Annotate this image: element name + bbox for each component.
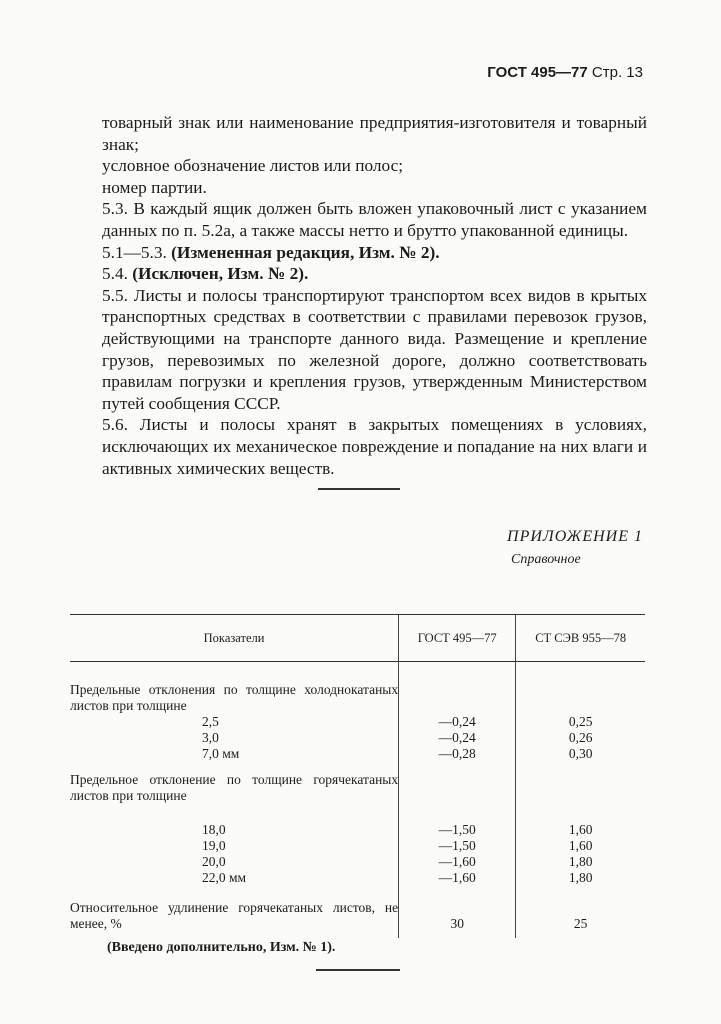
amendment-note: (Измененная редакция, Изм. № 2). bbox=[171, 242, 440, 262]
paragraph-5-3: 5.3. В каждый ящик должен быть вложен упаковочный лист с указанием данных по п. 5.2а, а также массы нетто и брутто упакованной единицы. bbox=[102, 199, 647, 240]
row-label: Предельное отклонение по толщине горячекатаных листов при толщине bbox=[70, 771, 399, 803]
comparison-table bbox=[70, 614, 645, 938]
table-row bbox=[70, 854, 645, 870]
column-header: ГОСТ 495—77 bbox=[399, 615, 516, 662]
row-label: Предельные отклонения по толщине холоднокатаных листов при толщине bbox=[70, 681, 399, 713]
st-sev-value: 0,26 bbox=[516, 730, 645, 746]
body-text bbox=[102, 112, 647, 479]
amendment-note: (Исключен, Изм. № 2). bbox=[132, 264, 309, 284]
end-divider bbox=[316, 969, 400, 971]
table-header-row bbox=[70, 615, 645, 662]
thickness-value: 19,0 bbox=[202, 837, 226, 853]
table-row bbox=[70, 870, 645, 886]
st-sev-value: 1,60 bbox=[516, 822, 645, 838]
paragraph-5-4 bbox=[102, 263, 647, 285]
gost-value: 30 bbox=[399, 900, 516, 932]
paragraph-5-6: 5.6. Листы и полосы хранят в закрытых помещениях в условиях, исключающих их механическое повреждение и попадание на них влаги и активных химических веществ. bbox=[102, 415, 647, 478]
paragraph: номер партии. bbox=[102, 177, 207, 197]
gost-value: —0,28 bbox=[399, 746, 516, 762]
section-divider bbox=[318, 488, 400, 490]
appendix-subtitle: Справочное bbox=[511, 552, 581, 567]
st-sev-value: 0,25 bbox=[516, 714, 645, 730]
st-sev-value: 1,80 bbox=[516, 870, 645, 886]
gost-value: —1,60 bbox=[399, 854, 516, 870]
st-sev-value: 1,80 bbox=[516, 854, 645, 870]
st-sev-value: 1,60 bbox=[516, 838, 645, 854]
column-header: СТ СЭВ 955—78 bbox=[516, 615, 645, 662]
st-sev-value: 0,30 bbox=[516, 746, 645, 762]
table-row bbox=[70, 838, 645, 854]
thickness-value: 20,0 bbox=[202, 853, 226, 869]
paragraph-5-1-5-3 bbox=[102, 242, 647, 264]
table-row bbox=[70, 714, 645, 730]
table-row bbox=[70, 682, 645, 714]
gost-value: —0,24 bbox=[399, 730, 516, 746]
gost-value: —1,50 bbox=[399, 838, 516, 854]
clause-number: 5.1—5.3. bbox=[102, 242, 167, 262]
column-header: Показатели bbox=[70, 615, 399, 662]
thickness-value: 18,0 bbox=[202, 821, 226, 837]
table-row bbox=[70, 822, 645, 838]
gost-value: —0,24 bbox=[399, 714, 516, 730]
thickness-value: 7,0 мм bbox=[202, 745, 240, 761]
gost-value: —1,60 bbox=[399, 870, 516, 886]
paragraph: условное обозначение листов или полос; bbox=[102, 156, 404, 176]
table-row bbox=[70, 730, 645, 746]
document-code: ГОСТ 495—77 bbox=[487, 64, 588, 81]
table-row bbox=[70, 746, 645, 762]
table-row bbox=[70, 772, 645, 804]
gost-value: —1,50 bbox=[399, 822, 516, 838]
page-header bbox=[487, 64, 643, 81]
page-number: Стр. 13 bbox=[591, 64, 643, 81]
clause-number: 5.4. bbox=[102, 264, 128, 284]
thickness-value: 22,0 мм bbox=[202, 869, 247, 885]
appendix-title: ПРИЛОЖЕНИЕ 1 bbox=[507, 528, 643, 545]
st-sev-value: 25 bbox=[516, 900, 645, 932]
thickness-value: 2,5 bbox=[202, 713, 219, 729]
thickness-value: 3,0 bbox=[202, 729, 219, 745]
paragraph-5-5: 5.5. Листы и полосы транспортируют транспортом всех видов в крытых транспортных средствах в соответствии с правилами перевозок грузов, действующими на транспорте данного вида. Размещение и крепление грузов, перевозимых по железной дороге, должно соответствовать правилам погрузки и крепления грузов, утвержденным Министерством путей сообщения СССР. bbox=[102, 285, 647, 413]
amendment-footnote: (Введено дополнительно, Изм. № 1). bbox=[107, 940, 336, 955]
row-label: Относительное удлинение горячекатаных листов, не менее, % bbox=[70, 899, 399, 931]
paragraph: товарный знак или наименование предприятия-изготовителя и товарный знак; bbox=[102, 113, 647, 154]
table-row bbox=[70, 900, 645, 932]
